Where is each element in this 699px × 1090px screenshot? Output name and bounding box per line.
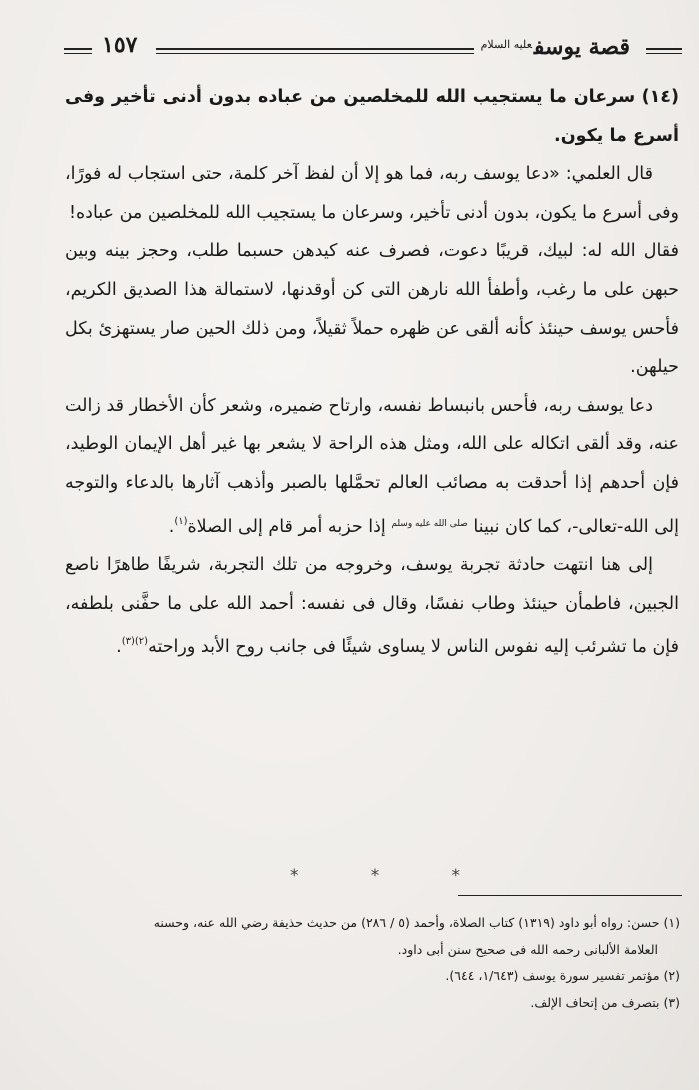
paragraph-4 xyxy=(65,387,679,546)
footnote-ref[interactable]: (١) xyxy=(174,515,188,527)
footnotes xyxy=(65,910,680,1016)
paragraph-text: قال العلمي: «دعا يوسف ربه، فما هو إلا أن لفظ آخر كلمة، حتى استجاب له فورًا، وفى أسرع ما يكون، بدون أدنى تأخير، وسرعان ما يستجيب الله للمخلصين من عباده! xyxy=(65,164,679,223)
footnote-1 xyxy=(65,910,680,937)
paragraph-1 xyxy=(65,78,679,155)
header-rule-right xyxy=(646,48,682,54)
footnote-text: (١) حسن: رواه أبو داود (١٣١٩) كتاب الصلاة، وأحمد (٥ / ٢٨٦) من حديث حذيفة رضي الله عنه، وحسنه xyxy=(153,915,680,930)
header-rule-left xyxy=(64,48,92,54)
separator-star: * xyxy=(451,866,460,886)
title-honorific: عليه السلام xyxy=(480,38,532,51)
footnote-2 xyxy=(65,963,680,990)
paragraph-text: إلى هنا انتهت حادثة تجربة يوسف، وخروجه من تلك التجربة، شريفًا طاهرًا ناصع الجبين، فاطمأن حينئذ وطاب نفسًا، وقال فى نفسه: أحمد الله على ما حفَّنى بلطفه، فإن ما تشرئب إليه نفوس الناس لا يساوى شيئًا فى جانب روح الأبد وراحته xyxy=(65,555,679,658)
separator-star: * xyxy=(370,866,380,886)
header-rule-middle xyxy=(156,48,474,54)
paragraph-text: فقال الله له: لبيك، قريبًا دعوت، فصرف عنه كيدهن حسبما طلب، وحجز بينه وبين حبهن على ما رغب، وأطفأ الله نارهن التى كن أوقدنها، لاستمالة هذا الصديق الكريم، فأحس يوسف حينئذ كأنه ألقى عن ظهره حملاً ثقيلاً، ومن ذلك الحين صار يستهزئ بكل حيلهن. xyxy=(65,241,679,378)
paragraph-end: . xyxy=(168,516,175,537)
paragraph-2 xyxy=(65,155,679,232)
footnote-rule xyxy=(458,895,682,896)
footnote-text: (٢) مؤتمر تفسير سورة يوسف (١/٦٤٣، ٦٤٤). xyxy=(445,968,680,983)
page-number: ١٥٧ xyxy=(102,32,138,58)
paragraph-text: سرعان ما يستجيب الله للمخلصين من عباده بدون أدنى تأخير وفى أسرع ما يكون. xyxy=(65,87,679,146)
footnote-1-continued xyxy=(65,937,680,964)
paragraph-3 xyxy=(65,232,679,386)
running-title xyxy=(481,34,630,60)
honorific: صلى الله عليه وسلم xyxy=(391,518,468,529)
footnote-text: (٣) بتصرف من إتحاف الإلف. xyxy=(530,994,680,1010)
main-text xyxy=(65,78,679,667)
paragraph-end: . xyxy=(116,637,122,658)
footnote-ref[interactable]: (٢)(٣) xyxy=(121,636,149,648)
title-text: قصة يوسف xyxy=(533,34,630,60)
section-separator xyxy=(290,866,460,886)
paragraph-text: إذا حزبه أمر قام إلى الصلاة xyxy=(187,516,386,537)
paragraph-text: دعا يوسف ربه، فأحس بانبساط نفسه، وارتاح ضميره، وشعر كأن الأخطار قد زالت عنه، وقد ألقى اتكاله على الله، ومثل هذه الراحة لا يشعر بها غير أهل الإيمان الوطيد، فإن أحدهم إذا أحدقت به مصائب العالم تحمَّلها بالصبر وأذهب آثارها بالدعاء والتوجه إلى الله-تعالى-، كما كان نبينا xyxy=(65,395,679,537)
footnote-text: العلامة الألبانى رحمه الله فى صحيح سنن أبى داود. xyxy=(397,941,658,957)
page-header xyxy=(64,30,682,70)
footnote-3 xyxy=(65,990,680,1017)
paragraph-number: (١٤) xyxy=(641,87,679,107)
paragraph-5 xyxy=(65,546,679,667)
separator-star: * xyxy=(290,866,299,886)
